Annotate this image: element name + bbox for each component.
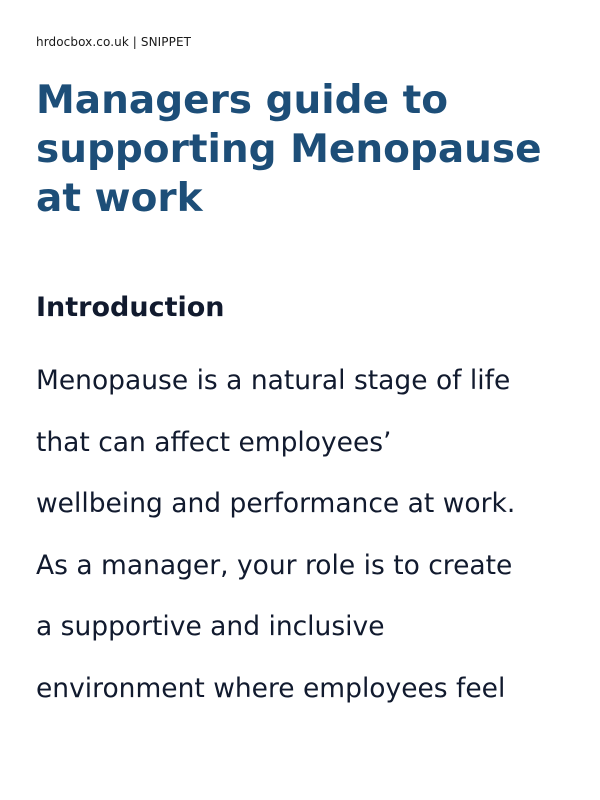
section-heading: Introduction <box>36 292 225 323</box>
paragraph-line: a supportive and inclusive <box>36 611 385 642</box>
paragraph-line: wellbeing and performance at work. <box>36 488 516 519</box>
paragraph-line: Menopause is a natural stage of life <box>36 365 511 396</box>
paragraph-line: environment where employees feel <box>36 672 506 704</box>
page-title: Managers guide to supporting Menopause at work <box>36 78 542 221</box>
paragraph-line: that can affect employees’ <box>36 426 392 458</box>
intro-paragraph <box>36 350 566 719</box>
source-label: hrdocbox.co.uk | SNIPPET <box>36 35 192 49</box>
paragraph-line: As a manager, your role is to create <box>36 549 513 581</box>
